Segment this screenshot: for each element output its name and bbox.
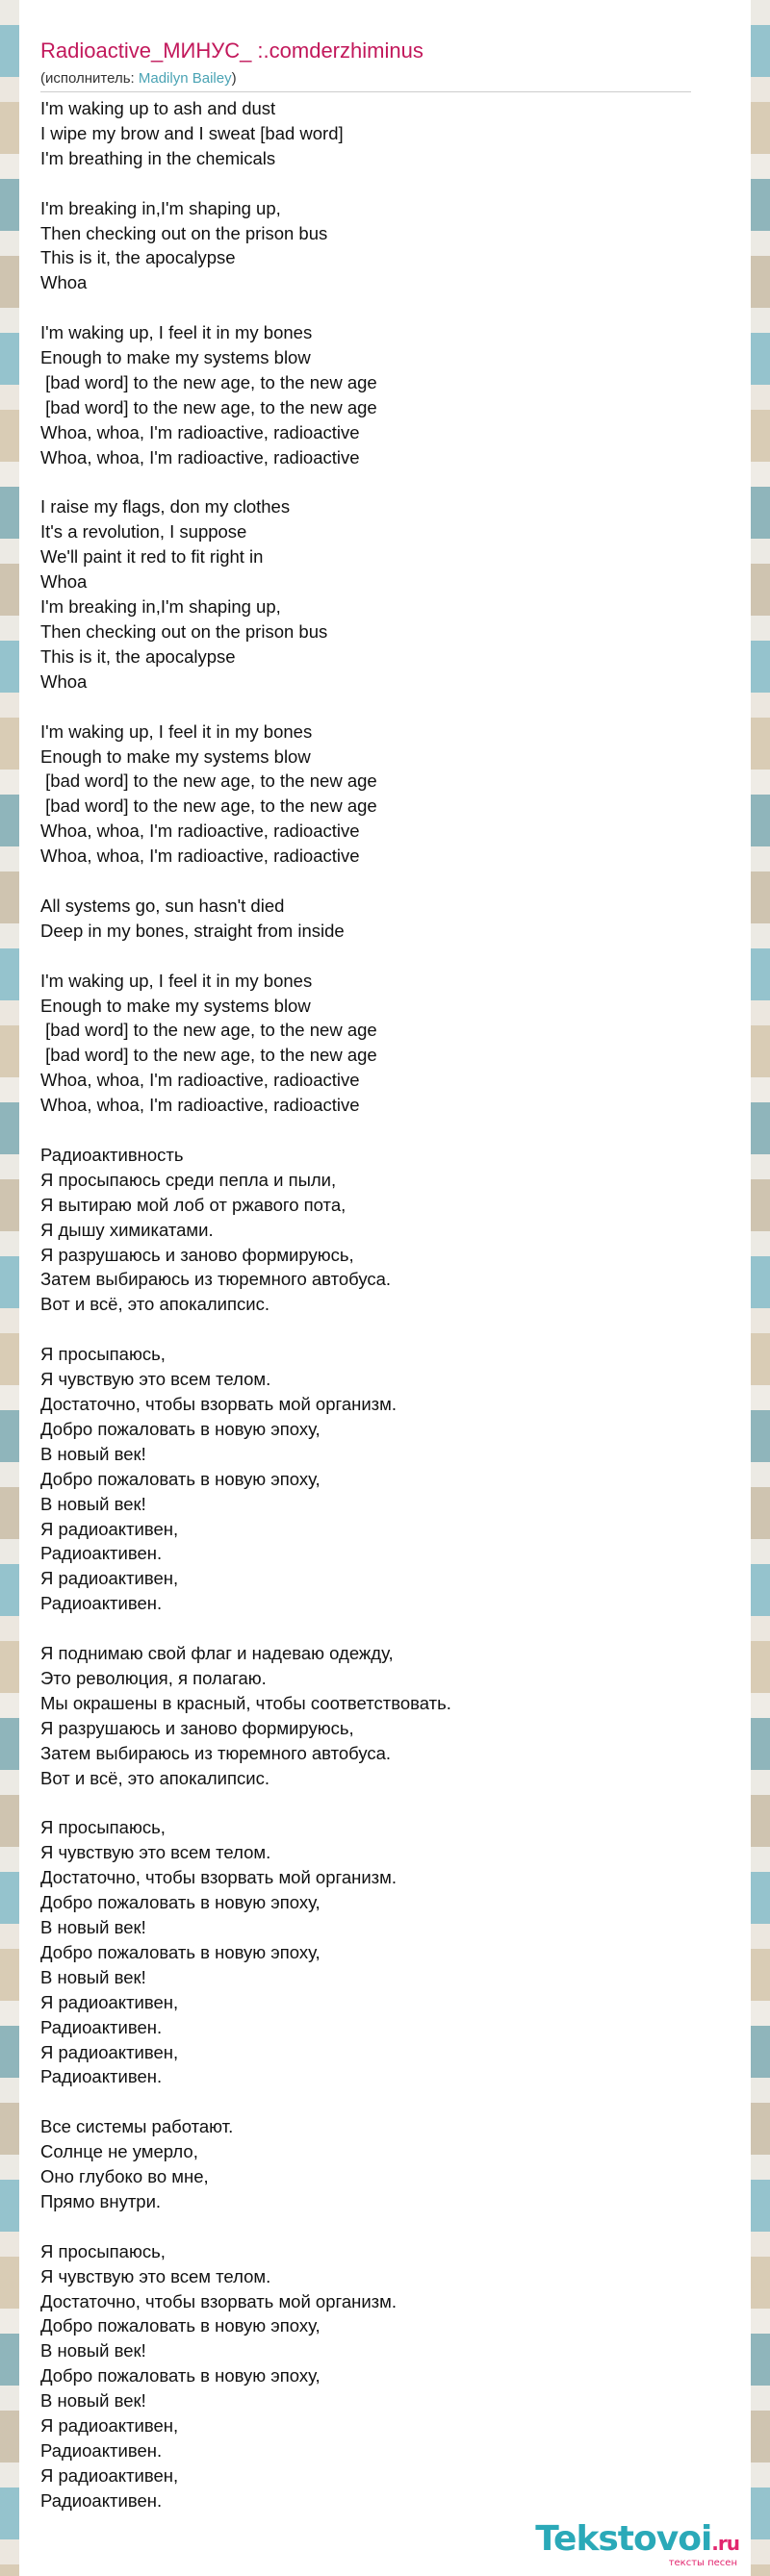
lyric-line: Достаточно, чтобы взорвать мой организм. [40,2290,398,2311]
lyric-line: Я радиоактивен, [40,2464,179,2486]
artist-link[interactable]: Madilyn Bailey [138,70,232,87]
lyric-line: В новый век! [40,1966,146,1987]
lyric-line: Все системы работают. [40,2116,234,2137]
logo-tagline: тексты песен [668,2558,737,2568]
artist-prefix: (исполнитель: [40,70,139,87]
lyric-line: Добро пожаловать в новую эпоху, [40,2365,321,2387]
lyric-line: Я разрушаюсь и заново формируюсь, [40,1244,354,1265]
lyric-line: Мы окрашены в красный, чтобы соответствовать. [40,1692,451,1713]
lyric-line: Я просыпаюсь, [40,1817,166,1838]
lyric-line: Оно глубоко во мне, [40,2166,209,2187]
lyric-line: Я поднимаю свой флаг и надеваю одежду, [40,1643,394,1664]
site-logo[interactable] [535,2521,739,2568]
lyric-line: Добро пожаловать в новую эпоху, [40,1892,321,1913]
lyric-line: Whoa, whoa, I'm radioactive, radioactive [40,1070,360,1091]
lyric-line [40,470,730,495]
lyric-line: Enough to make my systems blow [40,745,311,767]
lyric-line: I'm waking up, I feel it in my bones [40,970,313,991]
logo-name: Tekstovoi [535,2519,712,2559]
lyric-line: В новый век! [40,2390,146,2412]
lyric-line [40,2214,730,2239]
lyric-line: Радиоактивен. [40,2016,163,2037]
lyric-line: I'm waking up, I feel it in my bones [40,322,313,343]
lyric-line: [bad word] to the new age, to the new age [40,371,377,392]
lyric-line: Радиоактивность [40,1144,184,1165]
lyric-line: Whoa, whoa, I'm radioactive, radioactive [40,421,360,442]
lyric-line: В новый век! [40,1443,146,1464]
lyric-line: Enough to make my systems blow [40,347,311,368]
lyric-line: Я разрушаюсь и заново формируюсь, [40,1717,354,1738]
lyric-line: Whoa [40,272,88,293]
lyric-line: Deep in my bones, straight from inside [40,920,345,941]
lyric-line: Затем выбираюсь из тюремного автобуса. [40,1742,392,1763]
lyric-line: I wipe my brow and I sweat [bad word] [40,122,344,143]
lyric-line: Это революция, я полагаю. [40,1667,267,1688]
page-title: Radioactive_МИНУС_ :.comderzhiminus [40,38,424,63]
lyric-line: Радиоактивен. [40,2066,163,2087]
lyric-line: Радиоактивен. [40,1593,163,1614]
lyric-line: I'm breaking in,I'm shaping up, [40,596,281,618]
lyric-line: Whoa, whoa, I'm radioactive, radioactive [40,846,360,867]
lyric-line: Радиоактивен. [40,2440,163,2461]
lyric-line: Добро пожаловать в новую эпоху, [40,1941,321,1962]
lyric-line: Я радиоактивен, [40,1991,179,2012]
lyric-line [40,869,730,894]
lyric-line: Добро пожаловать в новую эпоху, [40,2315,321,2336]
lyric-line: Then checking out on the prison bus [40,222,328,243]
lyric-line: I raise my flags, don my clothes [40,496,291,518]
lyric-line: This is it, the apocalypse [40,645,236,667]
lyric-line: Я чувствую это всем телом. [40,1842,271,1863]
lyric-line: Я дышу химикатами. [40,1219,214,1240]
lyric-line: All systems go, sun hasn't died [40,895,285,916]
lyric-line: Достаточно, чтобы взорвать мой организм. [40,1867,398,1888]
lyric-line: Вот и всё, это апокалипсис. [40,1294,270,1315]
lyric-line: Вот и всё, это апокалипсис. [40,1767,270,1788]
lyric-line: В новый век! [40,1917,146,1937]
lyric-line: Радиоактивен. [40,2489,163,2511]
lyric-line: [bad word] to the new age, to the new age [40,770,377,792]
lyric-line: Добро пожаловать в новую эпоху, [40,1468,321,1489]
lyric-line: Радиоактивен. [40,1543,163,1564]
lyric-line: [bad word] to the new age, to the new age [40,396,377,417]
lyric-line: [bad word] to the new age, to the new age [40,1020,377,1041]
lyrics-block [40,96,730,2513]
lyric-line: Whoa [40,670,88,692]
lyric-line: I'm waking up, I feel it in my bones [40,720,313,742]
lyric-line [40,1118,730,1143]
lyric-line: Then checking out on the prison bus [40,620,328,642]
lyric-line: Я радиоактивен, [40,1518,179,1539]
lyric-line [40,171,730,196]
lyric-line: В новый век! [40,1493,146,1514]
lyric-line: Я радиоактивен, [40,1568,179,1589]
artist-line [40,69,691,92]
lyric-line: Я чувствую это всем телом. [40,1369,271,1390]
lyric-line: This is it, the apocalypse [40,247,236,268]
lyric-line: Прямо внутри. [40,2190,162,2211]
lyric-line: Достаточно, чтобы взорвать мой организм. [40,1394,398,1414]
lyric-line: Я просыпаюсь, [40,2240,166,2261]
lyric-line: We'll paint it red to fit right in [40,546,264,568]
lyric-line: Я чувствую это всем телом. [40,2265,271,2286]
lyric-line: [bad word] to the new age, to the new age [40,1045,377,1066]
lyric-line: Whoa, whoa, I'm radioactive, radioactive [40,1095,360,1116]
lyric-line: Я вытираю мой лоб от ржавого пота, [40,1194,346,1215]
lyric-line: Whoa [40,571,88,593]
lyric-line: Whoa, whoa, I'm radioactive, radioactive [40,446,360,467]
lyric-line: I'm breathing in the chemicals [40,147,276,168]
lyric-line [40,1616,730,1641]
lyric-line: I'm breaking in,I'm shaping up, [40,197,281,218]
lyric-line [40,695,730,720]
lyric-line: Солнце не умерло, [40,2141,198,2162]
lyric-line: Затем выбираюсь из тюремного автобуса. [40,1269,392,1290]
logo-tld: .ru [711,2532,739,2555]
lyric-line [40,944,730,969]
lyric-line: В новый век! [40,2340,146,2361]
lyric-line: Whoa, whoa, I'm radioactive, radioactive [40,821,360,842]
lyric-line: Enough to make my systems blow [40,995,311,1016]
lyric-line: It's a revolution, I suppose [40,521,247,543]
lyric-line [40,2089,730,2114]
lyric-line: Добро пожаловать в новую эпоху, [40,1418,321,1439]
lyric-line: Я просыпаюсь среди пепла и пыли, [40,1169,337,1190]
artist-suffix: ) [231,70,237,87]
lyric-line [40,1790,730,1815]
lyric-line: Я радиоактивен, [40,2415,179,2437]
lyric-line: I'm waking up to ash and dust [40,98,276,118]
lyric-line: [bad word] to the new age, to the new age [40,796,377,817]
lyric-line [40,295,730,320]
lyric-line: Я радиоактивен, [40,2041,179,2062]
lyric-line [40,1317,730,1342]
lyric-line: Я просыпаюсь, [40,1344,166,1365]
content-card [19,0,751,2576]
